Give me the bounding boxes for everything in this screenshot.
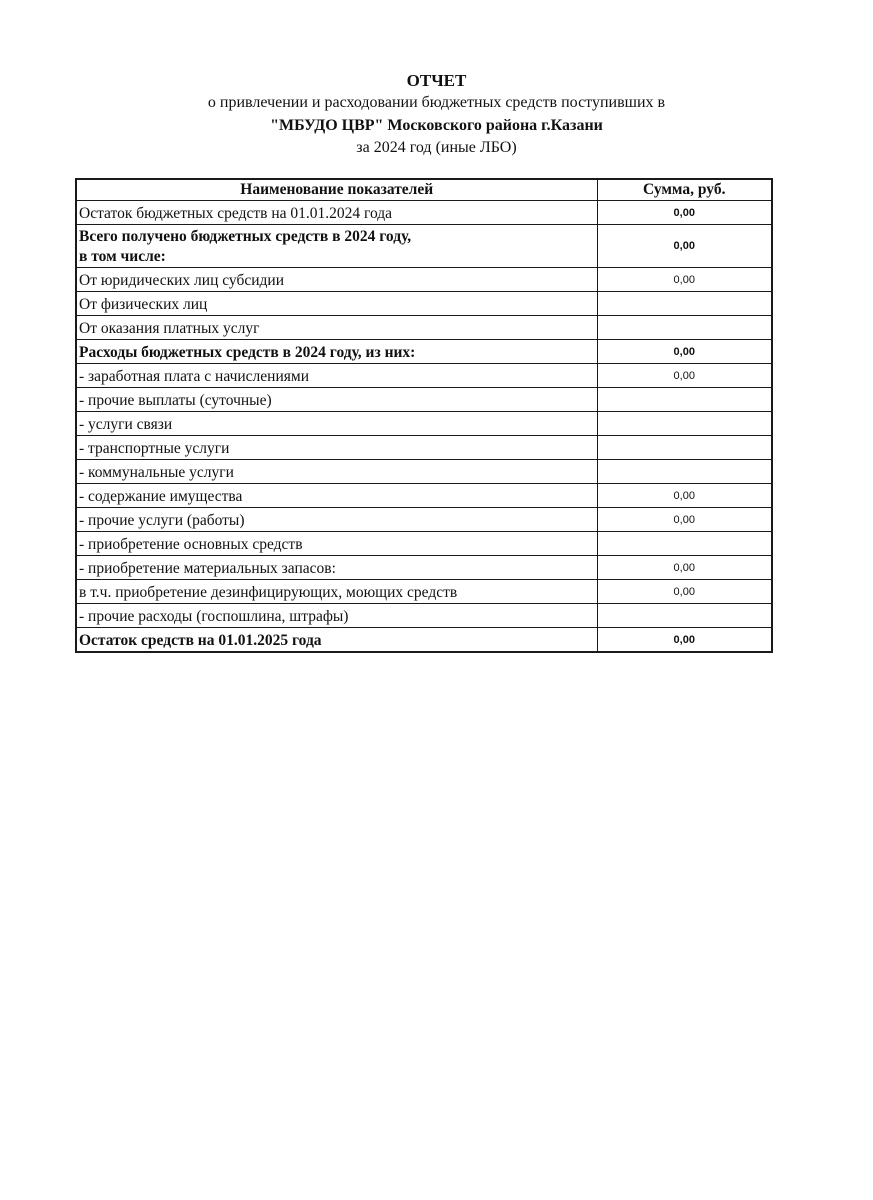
table-header-row [76,179,772,201]
table-row [76,604,772,628]
report-subtitle: о привлечении и расходовании бюджетных средств поступивших в [207,94,666,111]
report-period: за 2024 год (иные ЛБО) [356,139,517,156]
table-row [76,556,772,580]
row-name: Остаток средств на 01.01.2025 года [76,628,597,653]
row-name: От физических лиц [76,292,597,316]
column-header-name: Наименование показателей [76,179,597,201]
row-name: - услуги связи [76,412,597,436]
table-row [76,532,772,556]
row-sum: 0,00 [597,225,772,268]
table-row [76,388,772,412]
row-name: Остаток бюджетных средств на 01.01.2024 года [76,201,597,225]
row-name: - прочие расходы (госпошлина, штрафы) [76,604,597,628]
table-row [76,436,772,460]
row-name [76,225,597,268]
table-row [76,292,772,316]
row-sum: 0,00 [597,201,772,225]
row-sum [597,460,772,484]
row-sum: 0,00 [597,484,772,508]
row-name: - приобретение материальных запасов: [76,556,597,580]
table-row [76,316,772,340]
row-sum: 0,00 [597,340,772,364]
report-title: ОТЧЕТ [406,71,467,90]
row-sum [597,292,772,316]
column-header-sum: Сумма, руб. [597,179,772,201]
table-row [76,460,772,484]
row-name: Расходы бюджетных средств в 2024 году, из них: [76,340,597,364]
row-name: - коммунальные услуги [76,460,597,484]
table-row [76,412,772,436]
table-row [76,225,772,268]
row-sum: 0,00 [597,580,772,604]
row-sum [597,532,772,556]
report-header [0,70,873,159]
budget-report-table [75,178,773,653]
organization-name: "МБУДО ЦВР" Московского района г.Казани [270,117,603,134]
row-sum [597,604,772,628]
row-sum [597,412,772,436]
row-name: От оказания платных услуг [76,316,597,340]
table-row [76,580,772,604]
row-sum [597,316,772,340]
row-sum: 0,00 [597,556,772,580]
row-name-line1: Всего получено бюджетных средств в 2024 году, [79,228,412,245]
row-name: - содержание имущества [76,484,597,508]
table-row [76,484,772,508]
row-name: - прочие выплаты (суточные) [76,388,597,412]
row-name: - транспортные услуги [76,436,597,460]
table-row [76,268,772,292]
row-name-line2: в том числе: [79,248,166,265]
row-sum: 0,00 [597,268,772,292]
row-name: - заработная плата с начислениями [76,364,597,388]
table-row [76,508,772,532]
table-row [76,340,772,364]
row-sum: 0,00 [597,364,772,388]
table-row [76,201,772,225]
table-row-total [76,628,772,653]
row-name: От юридических лиц субсидии [76,268,597,292]
row-name: в т.ч. приобретение дезинфицирующих, моющих средств [76,580,597,604]
table-row [76,364,772,388]
row-name: - приобретение основных средств [76,532,597,556]
row-sum [597,436,772,460]
row-sum: 0,00 [597,508,772,532]
row-sum: 0,00 [597,628,772,653]
row-name: - прочие услуги (работы) [76,508,597,532]
row-sum [597,388,772,412]
